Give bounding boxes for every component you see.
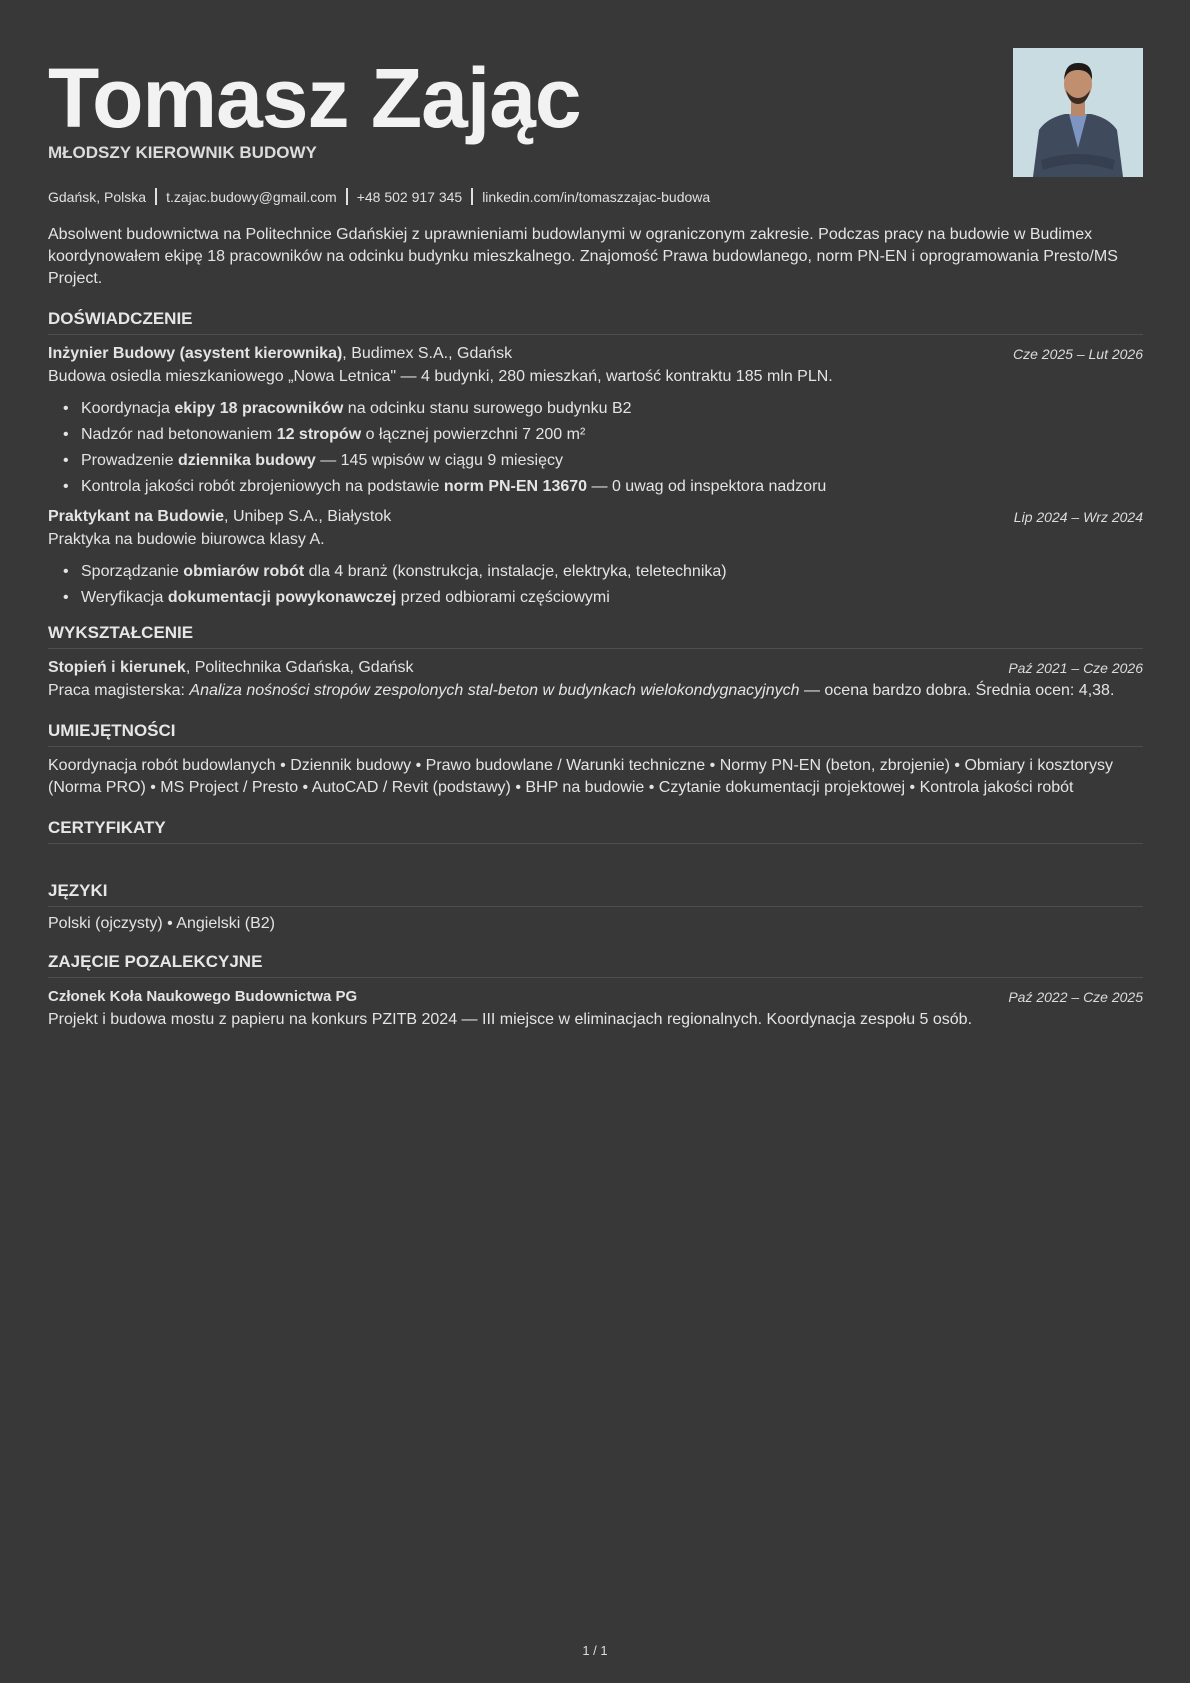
- text-segment: — 0 uwag od inspektora nadzoru: [587, 478, 827, 495]
- text-segment: — 145 wpisów w ciągu 9 miesięcy: [315, 452, 563, 469]
- extracurricular-role: Członek Koła Naukowego Budownictwa PG: [48, 988, 358, 1005]
- experience-title: [48, 343, 512, 365]
- highlight-text: dokumentacji powykonawczej: [167, 589, 397, 606]
- section-heading-certificates: CERTYFIKATY: [48, 818, 1143, 844]
- job-title: MŁODSZY KIEROWNIK BUDOWY: [48, 143, 317, 162]
- thesis-title: Analiza nośności stropów zespolonych stal-beton w budynkach wielokondygnacyjnych: [189, 682, 800, 699]
- phone[interactable]: +48 502 917 345: [356, 188, 463, 205]
- page-number: 1 / 1: [582, 1643, 608, 1658]
- location: Gdańsk, Polska: [48, 188, 147, 205]
- text-segment: na odcinku stanu surowego budynku B2: [343, 400, 632, 417]
- highlight-text: norm PN-EN 13670: [443, 478, 588, 495]
- achievement-list: [72, 559, 1143, 611]
- profile-photo: [1013, 48, 1143, 177]
- languages-list: Polski (ojczysty) • Angielski (B2): [48, 915, 275, 932]
- experience-title: [48, 506, 391, 528]
- experience-entry: [48, 343, 1143, 500]
- section-heading-extracurricular: ZAJĘCIE POZALEKCYJNE: [48, 952, 1143, 978]
- experience-description: Praktyka na budowie biurowca klasy A.: [48, 531, 325, 548]
- achievement-item: [72, 422, 1143, 448]
- education-entry: [48, 657, 1143, 702]
- employer: , Budimex S.A., Gdańsk: [342, 345, 513, 362]
- school: , Politechnika Gdańska, Gdańsk: [185, 659, 414, 676]
- achievement-item: [72, 559, 1143, 585]
- experience-description: Budowa osiedla mieszkaniowego „Nowa Letnica" — 4 budynki, 280 mieszkań, wartość kontraktu 185 mln PLN.: [48, 368, 833, 385]
- section-heading-languages: JĘZYKI: [48, 881, 1143, 907]
- experience-date: Cze 2025 – Lut 2026: [1013, 346, 1143, 362]
- divider: [155, 188, 157, 205]
- summary: Absolwent budownictwa na Politechnice Gdańskiej z uprawnieniami budowlanymi w ograniczonym zakresie. Podczas pracy na budowie w Budimex koordynowałem ekipę 18 pracowników na odcinku budynku mieszkalnego. Znajomość Prawa budowlanego, norm PN-EN i oprogramowania Presto/MS Project.: [48, 226, 1118, 287]
- text-segment: Weryfikacja: [81, 589, 168, 606]
- text-segment: Koordynacja: [81, 400, 175, 417]
- contact-info: [48, 188, 710, 205]
- extracurricular-entry: [48, 986, 1143, 1031]
- extracurricular-description: Projekt i budowa mostu z papieru na konkurs PZITB 2024 — III miejsce w eliminacjach regionalnych. Koordynacja zespołu 5 osób.: [48, 1011, 973, 1028]
- text-segment: Prowadzenie: [81, 452, 178, 469]
- text-segment: Nadzór nad betonowaniem: [81, 426, 277, 443]
- divider: [346, 188, 348, 205]
- degree: Stopień i kierunek: [48, 659, 186, 676]
- education-description: [48, 679, 1143, 702]
- achievement-item: [72, 474, 1143, 500]
- text-segment: dla 4 branż (konstrukcja, instalacje, elektryka, teletechnika): [304, 563, 727, 580]
- experience-list: [48, 343, 1143, 611]
- skills-list: Koordynacja robót budowlanych • Dziennik budowy • Prawo budowlane / Warunki techniczne • Normy PN-EN (beton, zbrojenie) • Obmiary i kosztorysy (Norma PRO) • MS Project / Presto • AutoCAD / Revit (podstawy) • BHP na budowie • Czytanie dokumentacji projektowej • Kontrola jakości robót: [48, 757, 1113, 796]
- achievement-item: [72, 585, 1143, 611]
- section-heading-experience: DOŚWIADCZENIE: [48, 309, 1143, 335]
- text-segment: przed odbiorami częściowymi: [396, 589, 610, 606]
- highlight-text: dziennika budowy: [177, 452, 316, 469]
- candidate-name: Tomasz Zając: [48, 51, 581, 145]
- highlight-text: ekipy 18 pracowników: [174, 400, 344, 417]
- highlight-text: 12 stropów: [276, 426, 362, 443]
- achievement-item: [72, 448, 1143, 474]
- education-title: [48, 657, 414, 679]
- divider: [471, 188, 473, 205]
- achievement-list: [72, 396, 1143, 500]
- email-link[interactable]: t.zajac.budowy@gmail.com: [166, 188, 337, 205]
- highlight-text: obmiarów robót: [183, 563, 305, 580]
- section-heading-education: WYKSZTAŁCENIE: [48, 623, 1143, 649]
- text-segment: o łącznej powierzchni 7 200 m²: [361, 426, 586, 443]
- role: Inżynier Budowy (asystent kierownika): [48, 345, 343, 362]
- section-heading-skills: UMIEJĘTNOŚCI: [48, 721, 1143, 747]
- text-segment: Kontrola jakości robót zbrojeniowych na podstawie: [81, 478, 444, 495]
- thesis-label: Praca magisterska:: [48, 682, 190, 699]
- grade: — ocena bardzo dobra. Średnia ocen: 4,38.: [799, 682, 1115, 699]
- extracurricular-date: Paź 2022 – Cze 2025: [1008, 989, 1143, 1005]
- role: Praktykant na Budowie: [48, 508, 225, 525]
- experience-entry: [48, 506, 1143, 611]
- linkedin-link[interactable]: linkedin.com/in/tomaszzajac-budowa: [482, 188, 711, 205]
- achievement-item: [72, 396, 1143, 422]
- education-date: Paź 2021 – Cze 2026: [1008, 660, 1143, 676]
- text-segment: Sporządzanie: [81, 563, 184, 580]
- experience-date: Lip 2024 – Wrz 2024: [1013, 509, 1143, 525]
- employer: , Unibep S.A., Białystok: [224, 508, 392, 525]
